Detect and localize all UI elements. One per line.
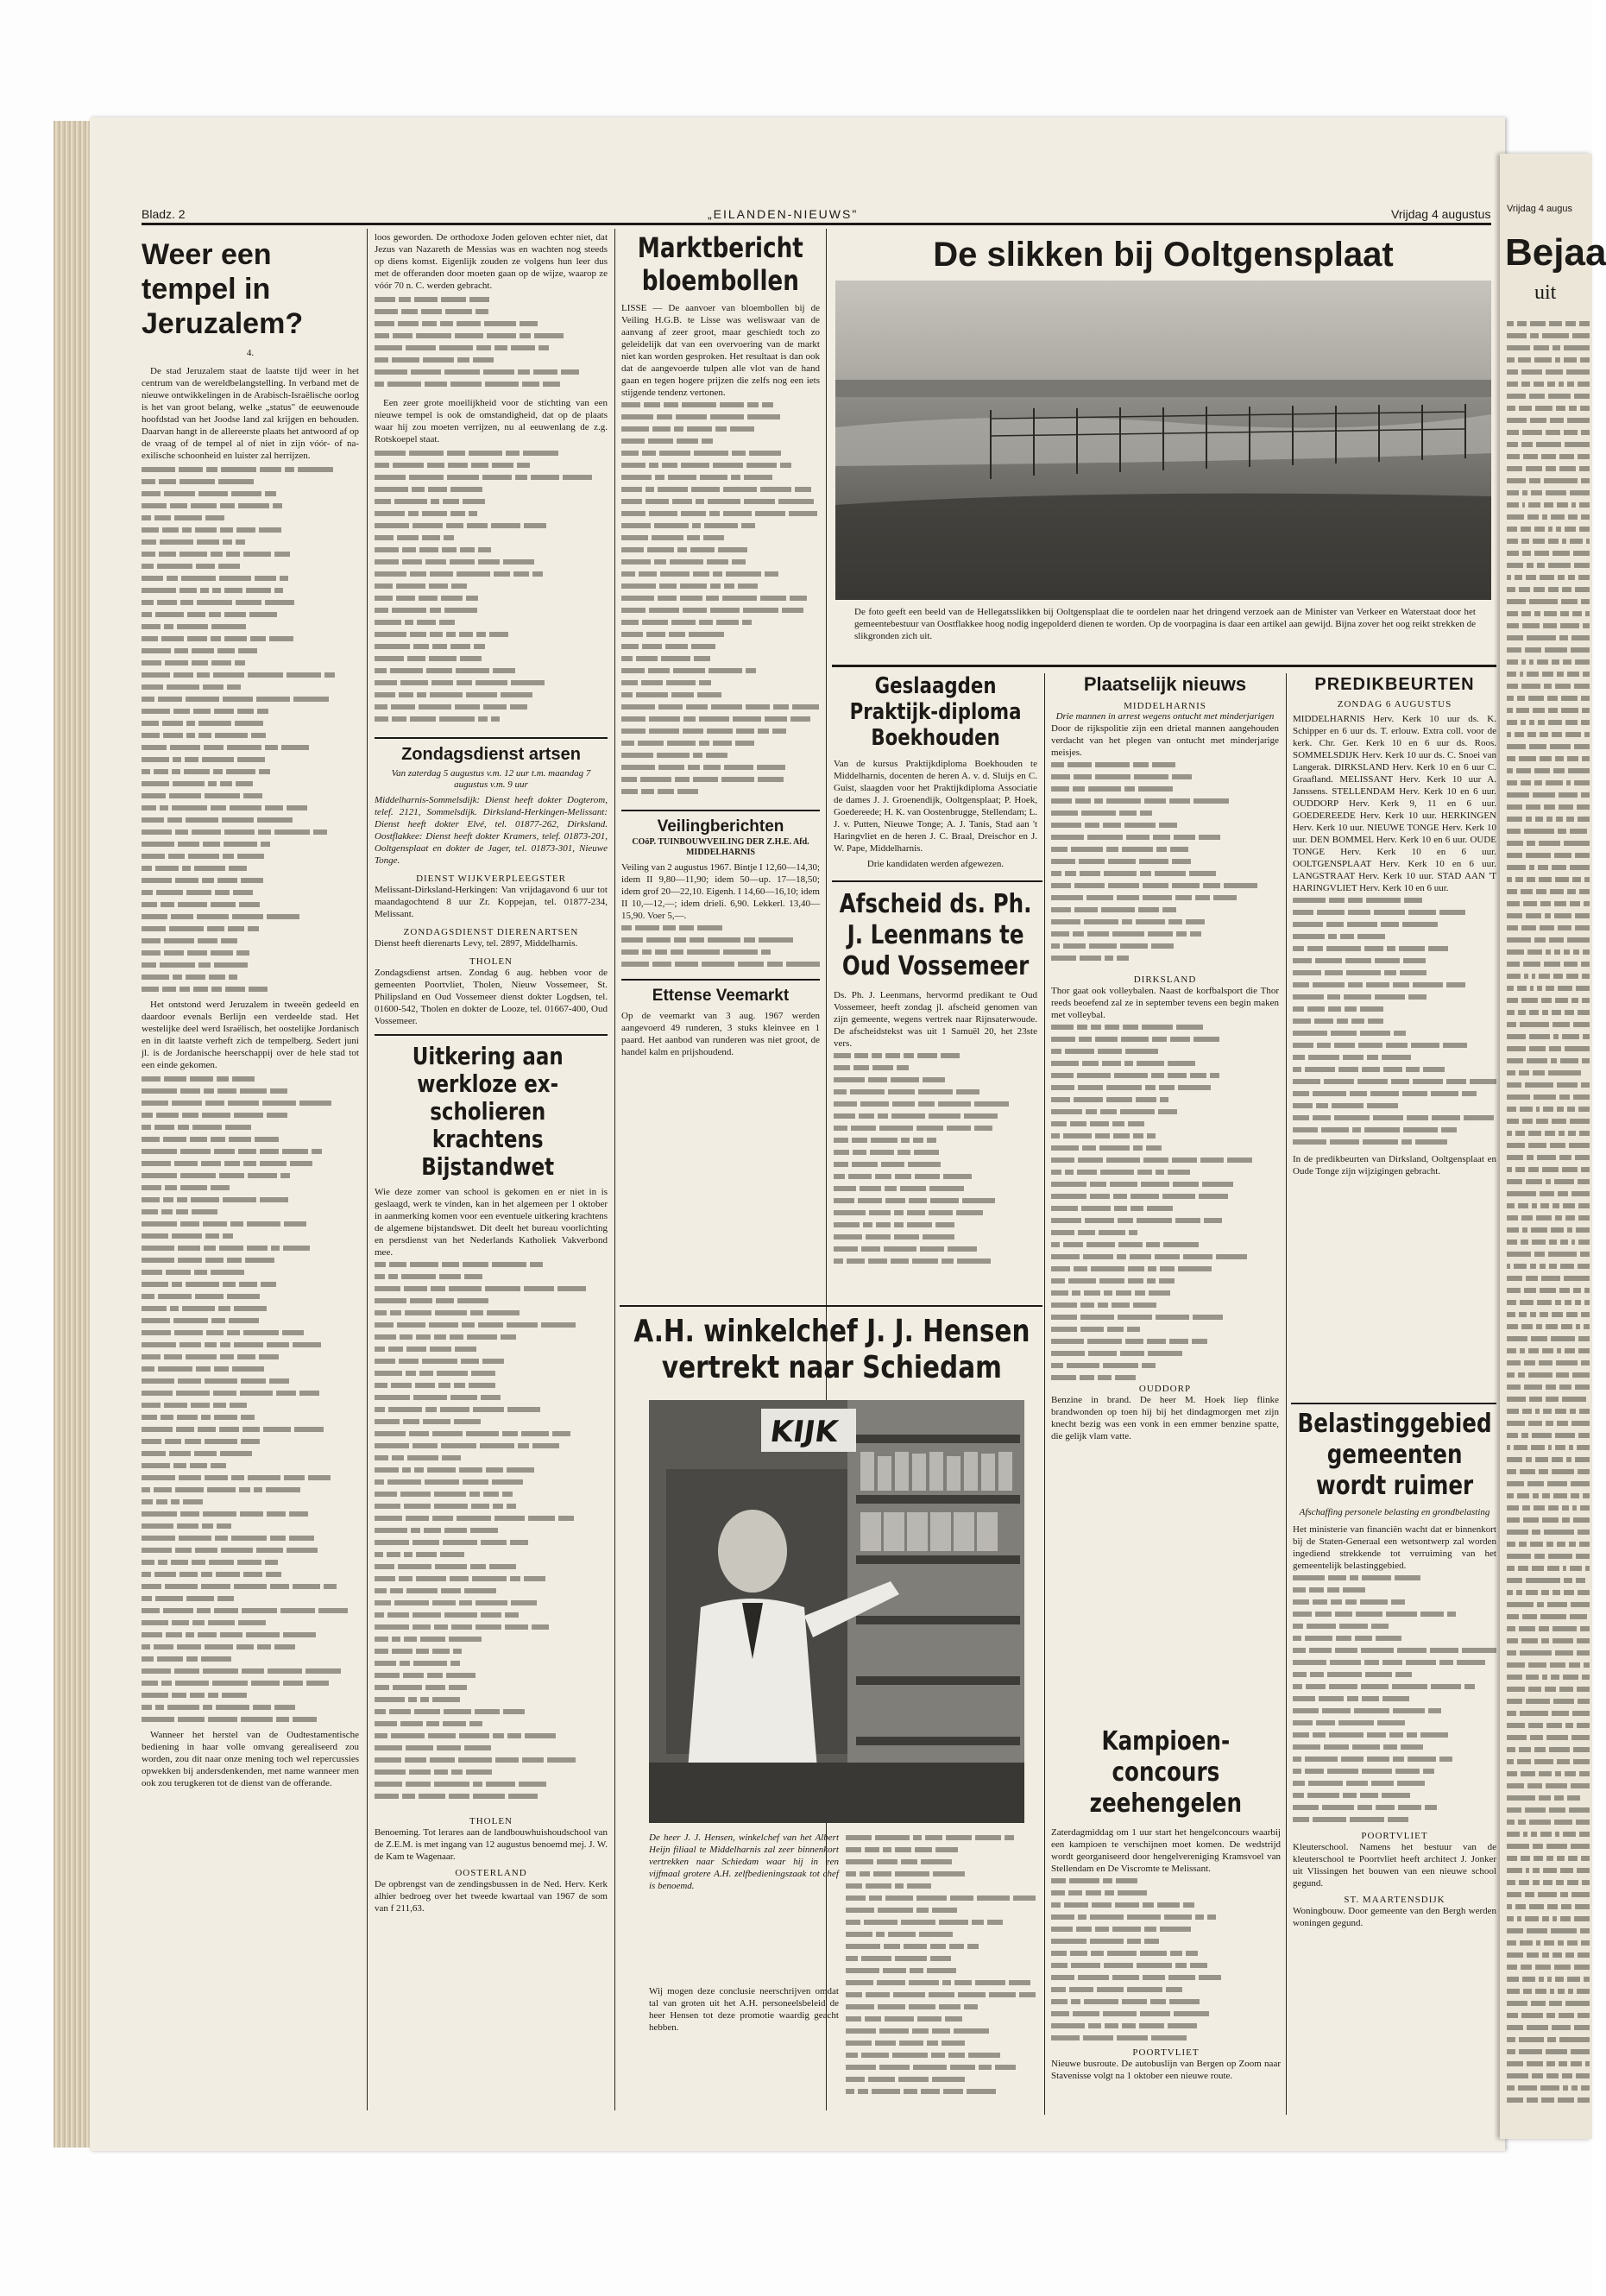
rule: [1291, 1403, 1496, 1404]
article-predikbeurten: [1293, 673, 1496, 1398]
place-heading: MIDDELHARNIS: [1124, 701, 1206, 711]
section-body: Middelharnis-Sommelsdijk: Dienst heeft dokter Dogterom, telef. 2121, Sommelsdijk. Dirksland-Herkingen-Melissant: Dienst heeft dokter Elvé, tel. 01877-262, Dirksland. Oostflakkee: Dienst heeft dokter Kramers, telef. 01873-201, Ooltgensplaat en dokter de Jager, tel. 01873-301, Nieuwe Tonge.: [375, 795, 608, 866]
place-heading: POORTVLIET: [1132, 2047, 1200, 2058]
next-page-headline: Bejaa: [1505, 231, 1606, 274]
text-block: [142, 1073, 359, 1729]
section-body: Van de kursus Praktijkdiploma Boekhouden te Middelharnis, docenten de heren A. v. d. Sluijs en C. Guist, slaagden voor het Praktijkdiploma Associatie de dames J. J. Groenendijk, Ooltgensplaat; P. Hoek, Goedereede; H. K. van Oostenbrugge, Stellendam; L. J. v. Putten, Nieuwe Tonge; A. J. Tanis, Stad aan 't Haringvliet en de heren J. C. Braal, Dreischor en J. W. Pape, Middelharnis.: [834, 759, 1037, 854]
article-title: Plaatselijk nieuws: [1083, 673, 1247, 695]
place-heading: THOLEN: [469, 956, 513, 967]
section-title: Veilingberichten: [657, 817, 784, 836]
section-body: Melissant-Dirksland-Herkingen: Van vrijdagavond 6 uur tot maandagochtend 8 uur Zr. Koppejan, tel. 01877-234, Melissant.: [375, 885, 608, 919]
section-body: De opbrengst van de zendingsbussen in de Ned. Herv. Kerk alhier bedroeg over het tweede kwartaal van 1967 de som van f 211,63.: [375, 1879, 608, 1914]
header-rule: [142, 223, 1491, 225]
article-title: Marktbericht bloembollen: [637, 231, 803, 297]
rule: [375, 737, 608, 739]
photo-caption: De foto geeft een beeld van de Hellegatsslikken bij Ooltgensplaat die te oordelen naar het dringend verzoek aan de Minister van Verkeer en Waterstaat door het gemeentebestuur van Oostflakkee hoog nodig ingepolderd dienen te worden. Op de voorpagina is daar een artikel aan gewijd. Bijna zover het oog reikt strekken de slikgronden zich uit.: [854, 607, 1476, 641]
article-belasting: [1293, 1409, 1496, 2108]
text-block: [1293, 1572, 1496, 1831]
next-page-subhead: uit: [1534, 281, 1557, 304]
place-heading: ST. MAARTENSDIJK: [1344, 1895, 1445, 1905]
text-block: [834, 1050, 1037, 1274]
article-title: PREDIKBEURTEN: [1314, 675, 1475, 694]
text-block: [142, 464, 359, 999]
article-markt: [621, 231, 820, 1241]
article-title: Uitkering aan werkloze ex-scholieren krachtens Bijstandwet: [412, 1042, 564, 1181]
place-heading: OUDDORP: [1138, 1384, 1192, 1394]
section-body: Thor gaat ook volleybalen. Naast de korfbalsport die Thor reeds beoefend zal ze in september tevens een begin maken met volleybal.: [1051, 986, 1279, 1020]
article-title: Geslaagden Praktijk-diploma Boekhouden: [849, 673, 1022, 751]
rule: [832, 665, 1496, 667]
section-body: Zondagsdienst artsen. Zondag 6 aug. hebben voor de gemeenten Poortvliet, Tholen, Nieuw Vossemeer, St. Philipsland en Oud Vossemeer dienst dokter Logdsen, tel. 01600-542, Tholen en dokter de Looze, tel. 01667-400, Oud Vossemeer.: [375, 968, 608, 1026]
rule: [832, 880, 1042, 882]
section-subtitle: COöP. TUINBOUWVEILING DER Z.H.E. Afd. MIDDELHARNIS: [632, 837, 809, 857]
rule: [621, 979, 820, 981]
article-plaatselijk: [1051, 673, 1279, 1795]
section-body: Het ministerie van financiën wacht dat er binnenkort bij de Staten-Generaal een wetsontwerp zal worden ingediend strekkende tot verruiming van het gemeentelijk belastinggebied.: [1293, 1524, 1496, 1571]
article-title: A.H. winkelchef J. J. Hensen vertrekt naar Schiedam: [633, 1314, 1030, 1385]
section-subtitle: ZONDAG 6 AUGUSTUS: [1337, 699, 1452, 710]
section-body: Zaterdagmiddag om 1 uur start het hengelconcours waarbij een kampioen te verschijnen moet komen. De wedstrijd wordt georganiseerd door hengelvereniging Kramsvoel van Stellendam en De Viscromte te Melissant.: [1051, 1827, 1281, 1874]
article-title: Weer een tempel in Jeruzalem?: [142, 238, 304, 340]
text-block: [621, 399, 820, 804]
place-heading: DIRKSLAND: [1133, 975, 1197, 985]
text-block: [1051, 1021, 1279, 1384]
book-edge: [54, 121, 90, 2148]
section-body: Door de rijkspolitie zijn een drietal mannen aangehouden verdacht van het plegen van ontucht met minderjarige meisjes.: [1051, 723, 1279, 758]
text-block: [1507, 318, 1590, 2113]
section-body: Ds. Ph. J. Leenmans, hervormd predikant te Oud Vossemeer, heeft zondag jl. afscheid genomen van zijn gemeente, wegens vertrek naar Rijnsaterwoude. De afscheidstekst was uit 1 Samuël 20, het 23ste vers.: [834, 990, 1037, 1049]
text-block: [1051, 1875, 1281, 2047]
section-body: Veiling van 2 augustus 1967. Bintje I 12,60—14,30; idem II 9,80—11,90; idem 50—up. 17—18,50; idem grof 20—22,10. Eigenh. I 14,60—16,10; idem II 10,—12,—; idem drieli. 6,90. Lekkerl. 13,40—15,90. Voer 5,—.: [621, 862, 820, 921]
text-block: [846, 1832, 1036, 2108]
text-block: [621, 922, 820, 974]
next-page-date: Vrijdag 4 augus: [1507, 204, 1573, 214]
section-subtitle: Afschaffing personele belasting en grondbelasting: [1299, 1507, 1490, 1517]
article-continued: [375, 231, 608, 2113]
text-block: [1293, 894, 1496, 1153]
text-block: [375, 1258, 608, 1811]
text-block: [375, 447, 608, 732]
article-tempel: [142, 237, 359, 2115]
article-part: 4.: [246, 348, 255, 358]
paragraph: loos geworden. De orthodoxe Joden geloven echter niet, dat Jezus van Nazareth de Messias was en wachten nog steeds op diens komst. Eigenlijk zouden ze volgens hun leer dus met de offeranden door moeten gaan op de wijze, waarop ze vóór 70 n. C. werden gebracht.: [375, 232, 608, 291]
section-body: Wie deze zomer van school is gekomen en er niet in is geslaagd, werk te vinden, kan in het algemeen per 1 oktober in aanmerking komen voor een eventuele uitkering krachtens de algemene bijstandswet. Dit deelt het bureau voorlichting en persdienst van het Nederlands Katholiek Vakverbond mee.: [375, 1187, 608, 1258]
paragraph: Wanneer het herstel van de Oudtestamentische bediening in haar volle omvang gerealiseerd zou worden, zou dit naar onze mening toch wel repercussies opwekken bij andersdenkenden, met name wanneer men ook zou terugkeren tot de dienst van de offerande.: [142, 1730, 359, 1788]
column-rule: [826, 229, 827, 2110]
rule: [621, 810, 820, 811]
place-heading: OOSTERLAND: [455, 1868, 527, 1878]
photo-caption: De heer J. J. Hensen, winkelchef van het Albert Heijn filiaal te Middelharnis zal zeer binnenkort vertrekken naar Schiedam waar hij in een vijfmaal grotere A.H. zelfbedieningszaak tot chef is benoemd.: [649, 1832, 839, 1891]
article-afscheid: [834, 889, 1037, 1303]
photo-headline: De slikken bij Ooltgensplaat: [933, 236, 1394, 274]
column-rule: [1044, 673, 1045, 2115]
section-heading: DIENST WIJKVERPLEEGSTER: [416, 874, 566, 884]
shop-sign-text: KIJK: [768, 1415, 841, 1449]
paragraph: De stad Jeruzalem staat de laatste tijd weer in het centrum van de wereldbelangstelling. In verband met de nieuwe ontwikkelingen in de Arabisch-Israëlische oorlog is het van groot belang, welke „status" de eeuwenoude hoofdstad van het Joodse land zal krijgen en behouden. Daarvan hangt in de allereerste plaats het antwoord af op de vraag of de tempel al of niet in zijn vóór- of na- exilische schoonheid en luister zal herrijzen.: [142, 366, 359, 461]
shop-illustration: [649, 1400, 1024, 1823]
header-date: Vrijdag 4 augustus: [1391, 207, 1491, 221]
section-subtitle: Van zaterdag 5 augustus v.m. 12 uur t.m. maandag 7 augustus v.m. 9 uur: [391, 768, 591, 790]
section-body: Dienst heeft dierenarts Levy, tel. 2897, Middelharnis.: [375, 938, 578, 949]
text-block: [1051, 759, 1279, 975]
section-body: Nieuwe busroute. De autobuslijn van Bergen op Zoom naar Stavenisse volgt na 1 oktober een nieuwe route.: [1051, 2059, 1281, 2081]
section-subtitle: Drie mannen in arrest wegens ontucht met minderjarigen: [1055, 711, 1275, 722]
paragraph: Het ontstond werd Jeruzalem in tweeën gedeeld en daardoor evenals Berlijn een verdeelde stad. Het westelijke deel werd Israëlisch, het oostelijke Jordanisch en in dit laatste verheft zich de tempelberg. Sedert juni jl. is de Jordanische heerschappij over de hele stad tot een einde gekomen.: [142, 1000, 359, 1070]
rule: [375, 1034, 608, 1036]
section-body: Kleuterschool. Namens het bestuur van de kleuterschool te Poortvliet heeft architect J. Jonker uit Vlissingen het bouwen van een nieuwe school gegund.: [1293, 1842, 1496, 1889]
section-body: MIDDELHARNIS Herv. Kerk 10 uur ds. K. Schipper en 6 uur ds. T. erlouw. Extra coll. voor de kerk. Chr. Ger. Kerk 10 en 6 uur ds. Roos. SOMMELSDIJK Herv. Kerk 10 uur ds. C. Snoei van Langerak. DIRKSLAND Herv. Kerk 10 en 6 uur C. Graafland. MELISSANT Herv. Kerk 10 uur A. Janssens. STELLENDAM Herv. Kerk 10 en 6 uur. OUDDORP Herv. Kerk 9, 11 en 6 uur. GOEDEREEDE Herv. Kerk 10 uur. HERKINGEN Herv. Kerk 10 uur. NIEUWE TONGE Herv. Kerk 10 uur. DEN BOMMEL Herv. Kerk 10 en 6 uur. OUDE TONGE Herv. Kerk 10 en 6 uur. OOLTGENSPLAAT Herv. Kerk 10 en 6 uur. LANGSTRAAT Herv. Kerk 10 uur. STAD AAN 'T HARINGVLIET Herv. Kerk 10 en 6 uur.: [1293, 714, 1496, 893]
article-title: Kampioen-concours zeehengelen: [1089, 1726, 1243, 1819]
text-block: [375, 293, 608, 397]
next-page-edge: [1500, 154, 1606, 2139]
section-footer: Drie kandidaten werden afgewezen.: [866, 859, 1005, 869]
article-title: Belastinggebied gemeenten wordt ruimer: [1297, 1409, 1492, 1501]
place-heading: THOLEN: [469, 1816, 513, 1826]
landscape-illustration: [835, 281, 1491, 600]
column-rule: [367, 229, 368, 2110]
paper-name: „EILANDEN-NIEUWS": [708, 207, 859, 221]
column-rule: [614, 229, 615, 2110]
rule: [620, 1305, 1042, 1307]
shop-photo: [649, 1400, 1024, 1823]
section-body: Benzine in brand. De heer M. Hoek liep flinke brandwonden op toen hij bij het dindagmorgen met zijn knecht bezig was een vonk in een emmer benzine spatte, die gelijk vlam vatte.: [1051, 1395, 1279, 1441]
column-rule: [1286, 673, 1287, 2115]
paragraph: Een zeer grote moeilijkheid voor de stichting van een nieuwe tempel is ook de omstandigheid, dat op de plaats waar hij zou moeten verrijzen, nu al eeuwenlang de z.g. Rotskoepel staat.: [375, 398, 608, 445]
article-kampioen: [1051, 1726, 1281, 2106]
article-title: Afscheid ds. Ph. J. Leenmans te Oud Vossemeer: [839, 889, 1032, 981]
section-title: Ettense Veemarkt: [652, 987, 790, 1005]
page-label: Bladz. 2: [142, 207, 186, 221]
section-body: LISSE — De aanvoer van bloembollen bij de Veiling H.G.B. te Lisse was weliswaar van de aanvang af zeer groot, maar geschiedt toch zo geleidelijk dat van een overvoering van de markt niet kan worden gesproken. Het resultaat is dan ook dat de aangevoerde tulpen alle vlot van de hand gaan en tegen hogere prijzen die zelfs nog een iets stijgende tendenz vertonen.: [621, 303, 820, 398]
place-heading: POORTVLIET: [1361, 1831, 1428, 1841]
section-footer: In de predikbeurten van Dirksland, Ooltgensplaat en Oude Tonge zijn wijzigingen gebracht.: [1293, 1154, 1496, 1176]
section-heading: ZONDAGSDIENST DIERENARTSEN: [403, 927, 579, 937]
section-body: Op de veemarkt van 3 aug. 1967 werden aangevoerd 49 runderen, 3 stuks kleinvee en 1 paard. Het aanbod van runderen was niet groot, de handel kalm en prijshoudend.: [621, 1011, 820, 1057]
section-body: Woningbouw. Door gemeente van den Bergh werden woningen gegund.: [1293, 1906, 1496, 1928]
landscape-photo: [835, 281, 1491, 600]
article-body: Wij mogen deze conclusie neerschrijven omdat tal van groten uit het A.H. personeelsbeleid de heer Hensen tot deze promotie waardig geacht hebben.: [649, 1986, 839, 2033]
section-title: Zondagsdienst artsen: [401, 745, 581, 764]
section-body: Benoeming. Tot lerares aan de landbouwhuishoudschool van de Z.E.M. is met ingang van 12 augustus benoemd mej. J. W. de Kam te Wagenaar.: [375, 1827, 608, 1862]
